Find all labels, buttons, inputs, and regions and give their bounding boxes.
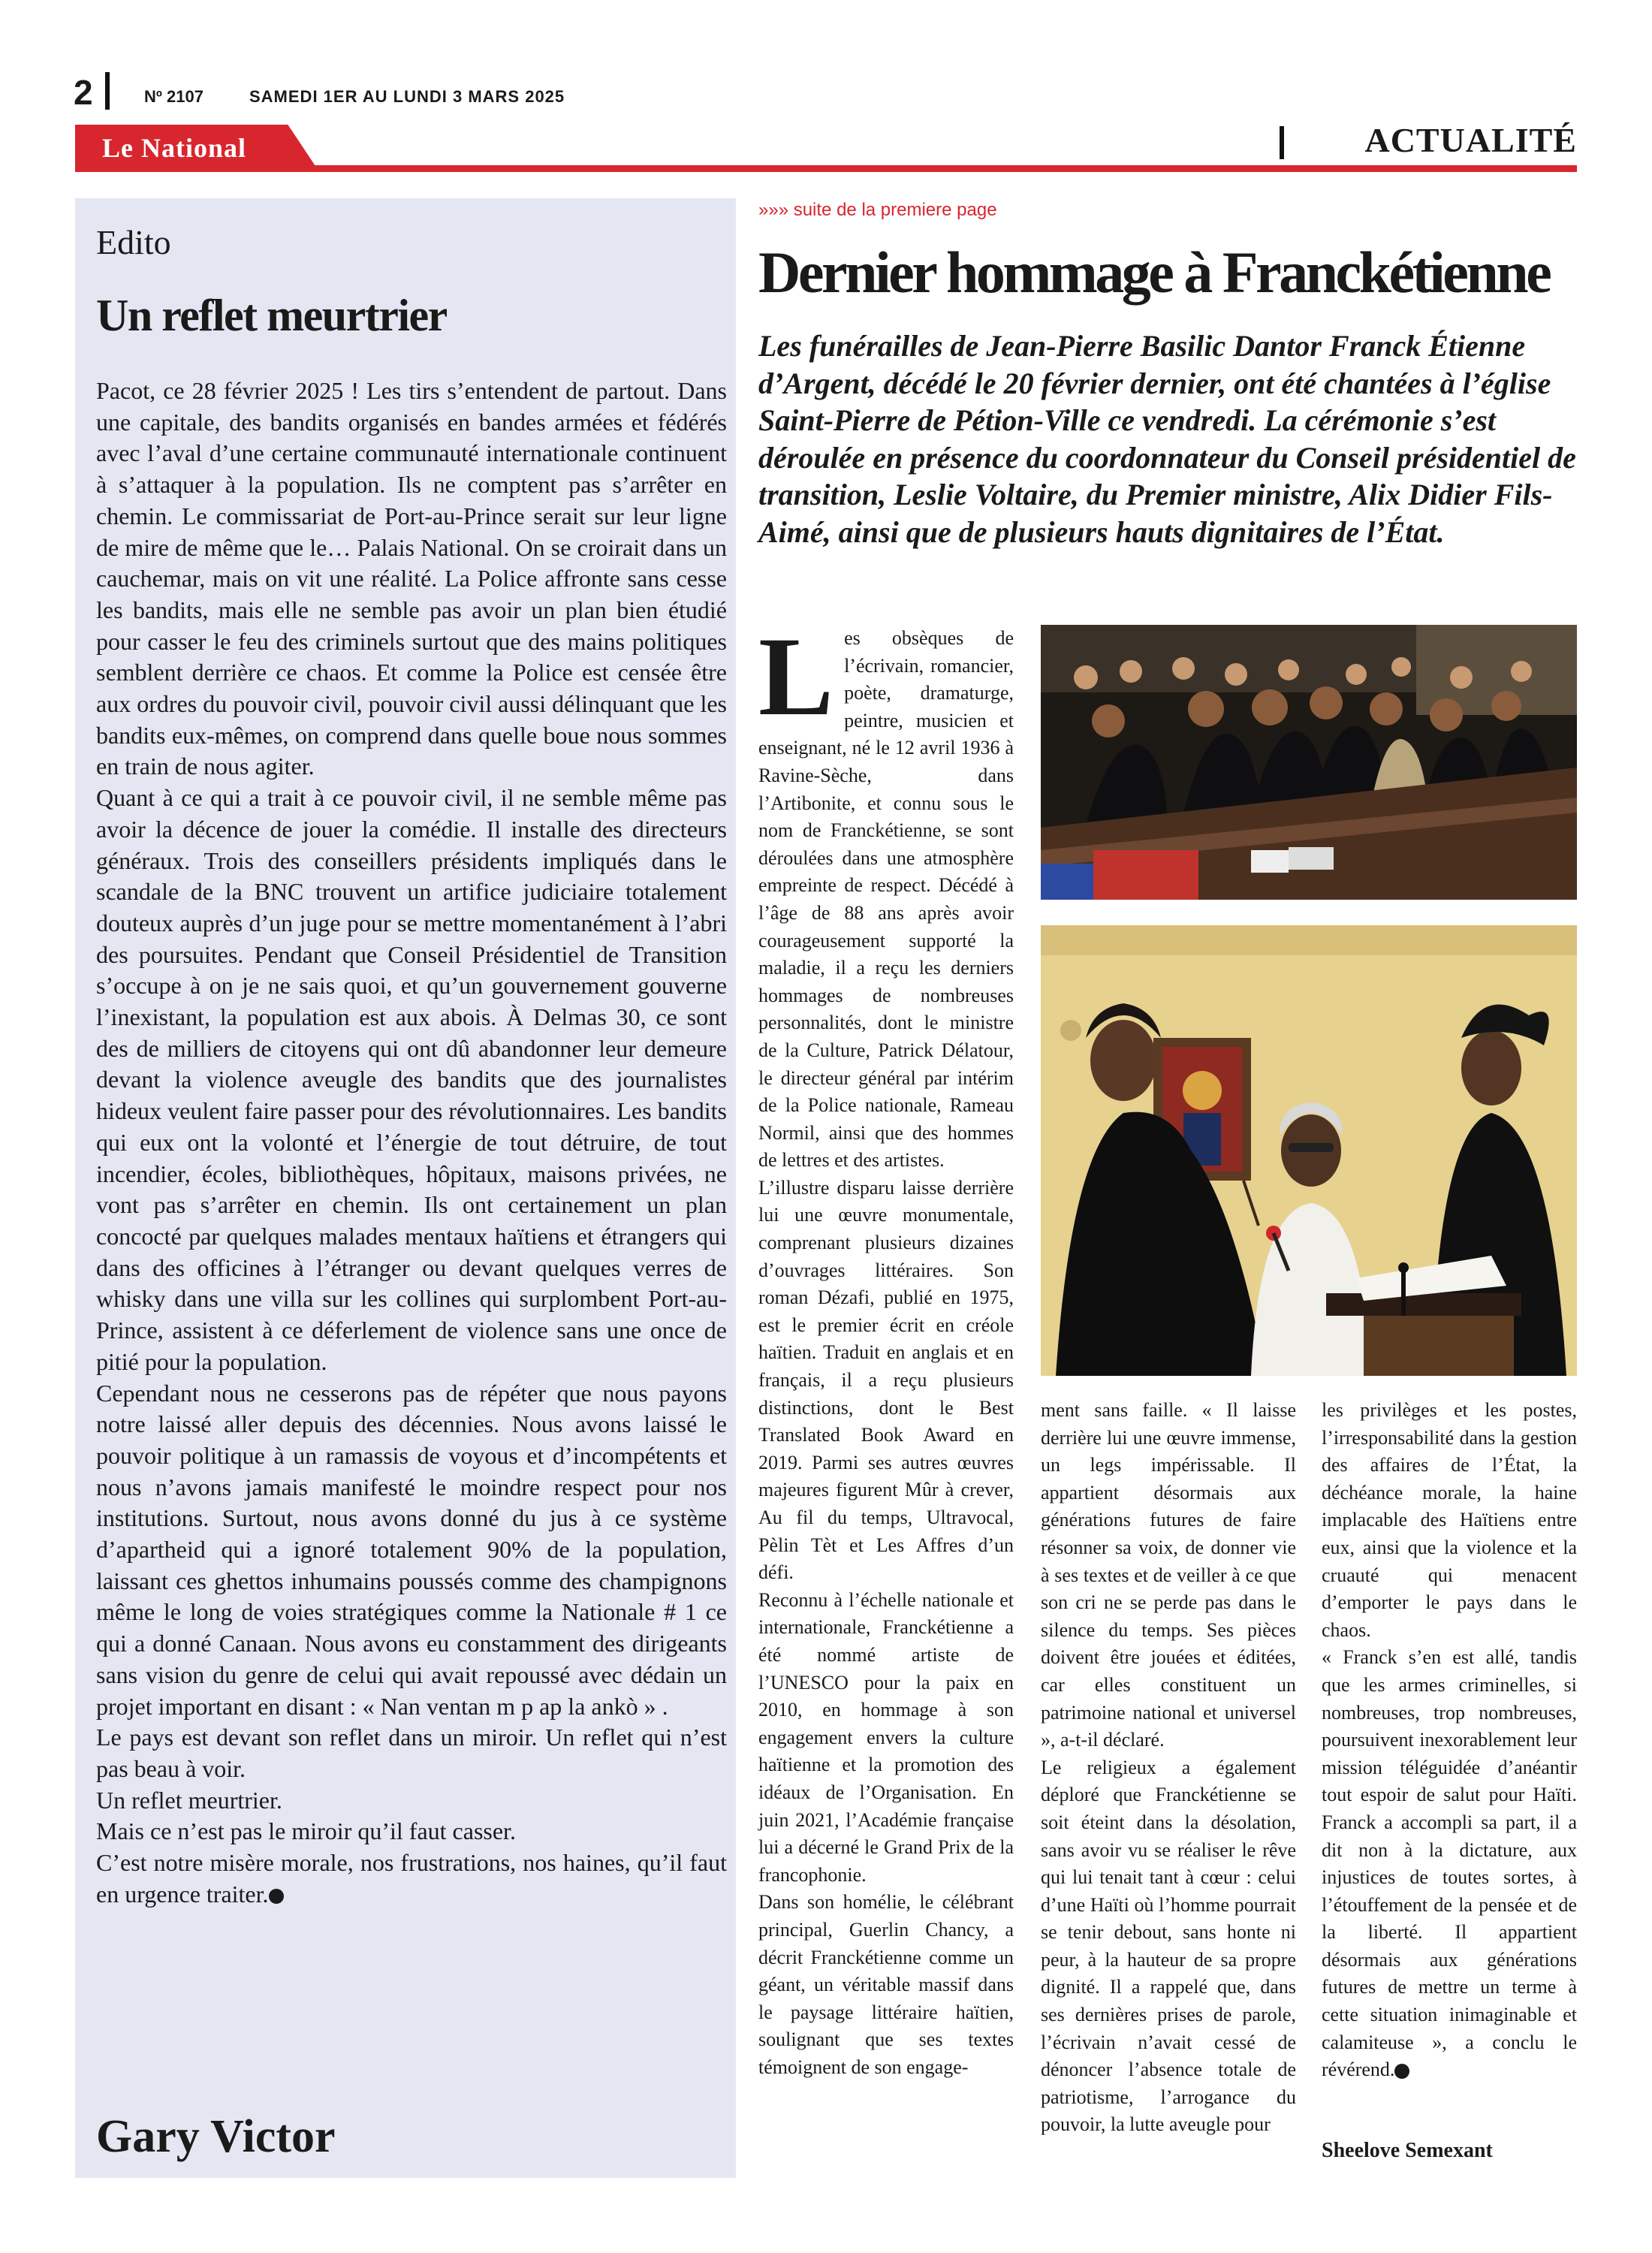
continued-label: »»» suite de la premiere page (758, 200, 997, 220)
edito-title: Un reflet meurtrier (96, 291, 447, 340)
article-paragraph: Dans son homélie, le célébrant principal, Guerlin Chancy, a décrit Franckétienne comme un géant, un véritable massif dans le paysage littéraire haïtien, soulignant que ses textes témoignent de son engage- (758, 1891, 1014, 2078)
header-rule (75, 165, 1577, 172)
edito-paragraph-text: C’est notre misère morale, nos frustrations, nos haines, qu’il faut en urgence traiter. (96, 1849, 727, 1908)
brand-logo: Le National (102, 133, 247, 163)
edito-paragraph: Mais ce n’est pas le miroir qu’il faut casser. (96, 1817, 516, 1845)
article-paragraph (758, 614, 1014, 1175)
edito-author: Gary Victor (96, 2111, 336, 2162)
eulogy-readers-photo (1041, 925, 1577, 1376)
funeral-audience-illustration (1041, 625, 1577, 900)
article-paragraph: ment sans faille. « Il laisse derrière lui une œuvre immense, un legs impérissable. Il appartient désormais aux générations futures de faire résonner sa voix, de donner vie à ses textes et de veiller à ce que son cri ne se perde pas dans le silence du temps. Ses pièces doivent être jouées et éditées, car elles constituent un patrimoine national et universel », a-t-il déclaré. (1041, 1399, 1296, 1751)
funeral-audience-photo (1041, 625, 1577, 900)
edito-kicker: Edito (96, 223, 171, 261)
edito-paragraph: Cependant nous ne cesserons pas de répéter que nous payons notre laissé aller depuis des décennies. Nous avons laissé le pouvoir politique à un ramassis de voyous et d’incompétents et nous n’avons jamais manifesté le moindre respect pour nos institutions. Surtout, nous avons donné du jus à ce système d’apartheid qui a ignoré totalement 90% de la population, laissant ces ghettos inhumains poussés comme des champignons même le long de voies stratégiques comme la Nationale # 1 ce qui a donné Canaan. Nous avons eu constamment des dirigeants sans vision du genre de celui qui avait repoussé avec dédain un projet important en disant : « Nan ventan m p ap la ankò » . (96, 1379, 727, 1720)
edito-paragraph: Le pays est devant son reflet dans un miroir. Un reflet qui n’est pas beau à voir. (96, 1724, 727, 1782)
edito-paragraph: Pacot, ce 28 février 2025 ! Les tirs s’entendent de partout. Dans une capitale, des bandits organisés en bandes armées et fédérés avec l’aval d’une certaine communauté internationale continuent à s’attaquer à la population. Ils ne comptent pas s’arrêter en chemin. Le commissariat de Port-au-Prince serait sur leur ligne de mire de même que le… Palais National. On se croirait dans un cauchemar, mais on vit une réalité. La Police affronte sans cesse les bandits, mais elle ne semble pas avoir un plan bien étudié pour casser le feu des criminels surtout que des mains politiques semblent derrière ce chaos. Et comme la Police est censée être aux ordres du pouvoir civil, pouvoir civil aussi délinquant que les bandits eux-mêmes, on comprend dans quelle boue nous sommes en train de nous agiter. (96, 377, 727, 780)
end-mark-icon (269, 1889, 284, 1904)
article-paragraph: les privilèges et les postes, l’irresponsabilité dans la gestion des affaires de l’État, la déchéance morale, la haine implacable des Haïtiens entre eux, ainsi que la violence et la cruauté qui menacent d’emporter le pays dans le chaos. (1322, 1399, 1577, 1641)
article-paragraph-text: es obsèques de l’écrivain, romancier, poète, dramaturge, peintre, musicien et enseignant, né le 12 avril 1936 à Ravine-Sèche, dans l’Artibonite, et connu sous le nom de Franckétienne, se sont déroulées dans une atmosphère empreinte de respect. Décédé à l’âge de 88 ans après avoir courageusement supporté la maladie, il a reçu les derniers hommages de nombreuses personnalités, dont le ministre de la Culture, Patrick Délatour, le directeur général par intérim de la Police nationale, Rameau Normil, ainsi que des hommes de lettres et des artistes. (758, 627, 1014, 1172)
article-column-1 (758, 614, 1014, 2081)
header-divider (105, 72, 110, 110)
article-paragraph-text: « Franck s’en est allé, tandis que les armes criminelles, si nombreuses, trop nombreuses, poursuivent inexorablement leur mission téléguidée d’anéantir tout espoir de salut pour Haïti. Franck a accompli sa part, il a dit non à la dictature, aux injustices de toutes sortes, à l’étouffement de la pensée et de la liberté. Il appartient désormais aux générations futures de mettre un terme à cette situation inimaginable et calamiteuse », a conclu le révérend. (1322, 1646, 1577, 2081)
article-title: Dernier hommage à Franckétienne (758, 240, 1550, 305)
eulogy-readers-illustration (1041, 925, 1577, 1376)
article-paragraph-last (1322, 1644, 1577, 2084)
article-paragraph: L’illustre disparu laisse derrière lui une œuvre monumentale, comprenant plusieurs dizaines d’ouvrages littéraires. Son roman Dézafi, publié en 1975, est le premier écrit en créole haïtien. Traduit en anglais et en français, il a reçu plusieurs distinctions, dont le Best Translated Book Award en 2019. Parmi ses autres œuvres majeures figurent Mûr à crever, Au fil du temps, Ultravocal, Pèlin Tèt et Les Affres d’un défi. (758, 1176, 1014, 1584)
end-mark-icon (1394, 2064, 1409, 2079)
section-title: ACTUALITÉ (1364, 121, 1577, 159)
issue-date: SAMEDI 1ER AU LUNDI 3 MARS 2025 (249, 87, 565, 106)
edito-paragraph: Quant à ce qui a trait à ce pouvoir civil, il ne semble même pas avoir la décence de jouer la comédie. Il installe des directeurs généraux. Trois des conseillers présidents impliqués dans le scandale de la BNC trouvent un artifice judiciaire totalement douteux auprès d’un juge pour se mettre momentanément à l’abri des poursuites. Pendant que Conseil Présidentiel de Transition s’occupe à on je ne sais quoi, et qu’un gouvernement gouverne l’inexistant, la population est aux abois. À Delmas 30, ce sont des de milliers de citoyens qui ont dû abandonner leur demeure devant la violence aveugle des bandits que des journalistes hideux veulent faire passer pour des révolutionnaires. Les bandits qui eux ont la volonté et l’énergie de tout détruire, de tout incendier, écoles, bibliothèques, hôpitaux, maisons privées, ne vont pas s’arrêter en chemin. Ils ont certainement un plan concocté par quelques malades mentaux haïtiens et étrangers qui dans des officines à l’étranger ou devant quelques verres de whisky dans une villa sur les collines qui surplombent Port-au-Prince, assistent à ce déferlement de violence sans une once de pitié pour la population. (96, 784, 727, 1375)
article-column-3 (1322, 1397, 1577, 2084)
article-lede: Les funérailles de Jean-Pierre Basilic Dantor Franck Étienne d’Argent, décédé le 20 février dernier, ont été chantées à l’église Saint-Pierre de Pétion-Ville ce vendredi. La cérémonie s’est déroulée en présence du coordonnateur du Conseil présidentiel de transition, Leslie Voltaire, du Premier ministre, Alix Didier Fils-Aimé, ainsi que de plusieurs hauts dignitaires de l’État. (758, 329, 1576, 549)
drop-cap: L (758, 614, 834, 739)
article-column-2 (1041, 1397, 1296, 2139)
page-number: 2 (74, 73, 93, 112)
article-signature: Sheelove Semexant (1322, 2139, 1493, 2162)
article-paragraph: Reconnu à l’échelle nationale et internationale, Franckétienne a été nommé artiste de l’UNESCO pour la paix en 2010, en hommage à son engagement envers la culture haïtienne et la promotion des idéaux de l’Organisation. En juin 2021, l’Académie française lui a décerné le Grand Prix de la francophonie. (758, 1588, 1014, 1886)
article-paragraph: Le religieux a également déploré que Franckétienne se soit éteint dans la désolation, sans avoir vu se réaliser le rêve qui lui tenait tant à cœur : celui d’une Haïti où l’homme pourrait se tenir debout, sans honte ni peur, à la hauteur de sa propre dignité. Il a rappelé que, dans ses dernières prises de parole, l’écrivain n’avait cessé de dénoncer l’absence totale de patriotisme, l’arrogance du pouvoir, la lutte aveugle pour (1041, 1756, 1296, 2136)
edito-body (96, 376, 727, 1910)
section-divider (1280, 126, 1284, 159)
issue-number: Nº 2107 (144, 87, 203, 106)
edito-paragraph: Un reflet meurtrier. (96, 1786, 282, 1814)
edito-paragraph-last (96, 1847, 727, 1910)
